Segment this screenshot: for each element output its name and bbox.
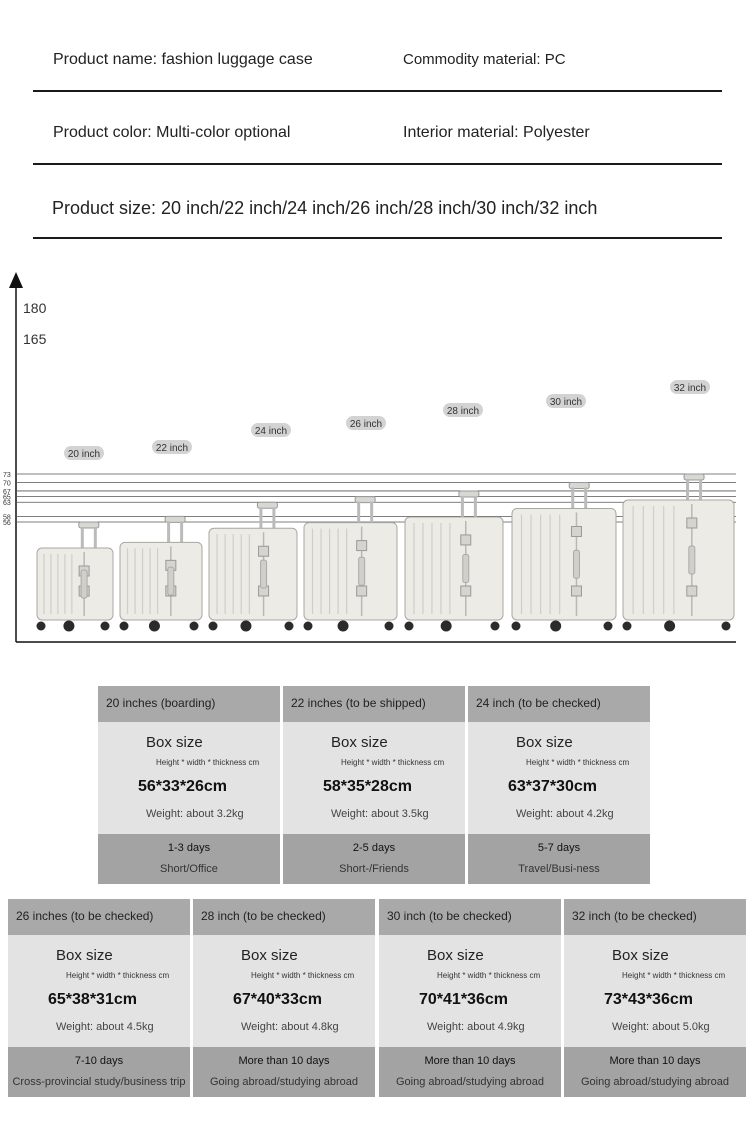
suitcase-shell: [120, 542, 202, 620]
dimensions-value: 58*35*28cm: [323, 778, 412, 795]
box-size-label: Box size: [146, 734, 203, 751]
suitcase: [623, 380, 735, 632]
card-body: [379, 935, 561, 1047]
card-header: [98, 686, 280, 722]
trip-duration: More than 10 days: [424, 1055, 516, 1067]
wheel-icon: [209, 622, 218, 631]
wheel-icon: [512, 622, 521, 631]
usage: Going abroad/studying abroad: [396, 1076, 544, 1088]
trip-duration: 5-7 days: [537, 842, 581, 854]
suitcase: [209, 423, 298, 632]
handle-rod: [584, 487, 587, 508]
box-size-label: Box size: [516, 734, 573, 751]
wheel-icon: [338, 621, 349, 632]
size-label: 20 inch: [67, 449, 101, 460]
size-card: [98, 686, 280, 884]
handle-rod: [357, 502, 360, 523]
side-handle: [463, 554, 469, 582]
card-body: [193, 935, 375, 1047]
dimensions-value: 56*33*26cm: [138, 778, 227, 795]
usage: Cross-provincial study/business trip: [12, 1076, 186, 1088]
weight: Weight: about 3.2kg: [146, 808, 244, 820]
handle-rod: [370, 502, 373, 523]
size-label: 30 inch: [549, 397, 583, 408]
card-footer: [8, 1047, 190, 1097]
handle-rod: [272, 507, 275, 528]
size-label: 22 inch: [155, 443, 189, 454]
handle-rod: [94, 527, 97, 548]
weight: Weight: about 4.9kg: [427, 1021, 525, 1033]
card-title: 30 inch (to be checked): [387, 909, 512, 923]
side-handle: [573, 550, 579, 578]
wheel-icon: [664, 621, 675, 632]
card-title: 28 inch (to be checked): [201, 909, 326, 923]
handle-rod: [571, 487, 574, 508]
box-size-label: Box size: [331, 734, 388, 751]
suitcase-shell: [209, 528, 297, 620]
size-card: [379, 899, 561, 1097]
box-size-label: Box size: [612, 947, 669, 964]
handle-rod: [461, 496, 464, 517]
latch: [687, 518, 697, 528]
size-card: [193, 899, 375, 1097]
size-label: 28 inch: [446, 406, 480, 417]
size-comparison-chart: [0, 262, 750, 652]
card-header: [468, 686, 650, 722]
card-body: [98, 722, 280, 834]
size-card: [283, 686, 465, 884]
side-handle: [261, 560, 267, 588]
side-handle: [168, 567, 174, 595]
height-line-label: 67: [3, 488, 11, 496]
suitcase: [405, 403, 504, 632]
commodity-material: Commodity material: PC: [403, 51, 566, 68]
card-body: [564, 935, 746, 1047]
wheel-icon: [101, 622, 110, 631]
card-body: [8, 935, 190, 1047]
dimensions-value: 65*38*31cm: [48, 991, 137, 1008]
wheel-icon: [623, 622, 632, 631]
wheel-icon: [120, 622, 129, 631]
card-body: [468, 722, 650, 834]
dimensions-label: Height * width * thickness cm: [437, 971, 541, 980]
card-footer: [283, 834, 465, 884]
suitcase: [304, 416, 398, 632]
latch: [687, 586, 697, 596]
usage: Short-/Friends: [339, 863, 409, 875]
weight: Weight: about 4.2kg: [516, 808, 614, 820]
dimensions-label: Height * width * thickness cm: [622, 971, 726, 980]
suitcase-shell: [304, 523, 397, 620]
trip-duration: More than 10 days: [238, 1055, 330, 1067]
usage: Going abroad/studying abroad: [581, 1076, 729, 1088]
card-title: 22 inches (to be shipped): [291, 696, 426, 710]
height-line-label: 65: [3, 494, 11, 502]
card-footer: [468, 834, 650, 884]
trip-duration: 1-3 days: [167, 842, 211, 854]
dimensions-label: Height * width * thickness cm: [341, 758, 445, 767]
card-title: 26 inches (to be checked): [16, 909, 154, 923]
divider: [33, 90, 722, 92]
handle-rod: [259, 507, 262, 528]
card-title: 20 inches (boarding): [106, 696, 216, 710]
wheel-icon: [190, 622, 199, 631]
handle-rod: [686, 479, 689, 500]
dimensions-value: 73*43*36cm: [604, 991, 693, 1008]
handle-rod: [81, 527, 84, 548]
wheel-icon: [285, 622, 294, 631]
dimensions-value: 70*41*36cm: [419, 991, 508, 1008]
card-header: [8, 899, 190, 935]
height-line-label: 70: [3, 480, 11, 488]
height-line-label: 73: [3, 472, 11, 479]
latch: [571, 586, 581, 596]
latch: [259, 546, 269, 556]
suitcase-shell: [405, 517, 503, 620]
latch: [461, 535, 471, 545]
height-line-label: 58: [3, 514, 11, 522]
usage: Travel/Busi-ness: [518, 863, 600, 875]
dimensions-label: Height * width * thickness cm: [251, 971, 355, 980]
height-line-label: 56: [3, 520, 11, 527]
y-tick-label: 180: [23, 300, 47, 316]
size-card: [564, 899, 746, 1097]
wheel-icon: [441, 621, 452, 632]
card-footer: [193, 1047, 375, 1097]
box-size-label: Box size: [427, 947, 484, 964]
card-header: [283, 686, 465, 722]
y-axis-arrow: [9, 272, 23, 288]
wheel-icon: [37, 622, 46, 631]
card-footer: [379, 1047, 561, 1097]
wheel-icon: [722, 622, 731, 631]
card-body: [283, 722, 465, 834]
handle-rod: [699, 479, 702, 500]
side-handle: [689, 546, 695, 574]
y-tick-label: 165: [23, 331, 47, 347]
size-card: [468, 686, 650, 884]
suitcase: [120, 440, 203, 632]
card-footer: [98, 834, 280, 884]
dimensions-label: Height * width * thickness cm: [66, 971, 170, 980]
side-handle: [81, 570, 87, 598]
wheel-icon: [385, 622, 394, 631]
trip-duration: More than 10 days: [609, 1055, 701, 1067]
side-handle: [359, 557, 365, 585]
dimensions-label: Height * width * thickness cm: [526, 758, 630, 767]
handle-rod: [474, 496, 477, 517]
card-header: [193, 899, 375, 935]
weight: Weight: about 5.0kg: [612, 1021, 710, 1033]
usage: Short/Office: [160, 863, 218, 875]
box-size-label: Box size: [241, 947, 298, 964]
wheel-icon: [149, 621, 160, 632]
wheel-icon: [240, 621, 251, 632]
latch: [357, 541, 367, 551]
wheel-icon: [63, 621, 74, 632]
card-title: 32 inch (to be checked): [572, 909, 697, 923]
latch: [461, 586, 471, 596]
wheel-icon: [304, 622, 313, 631]
dimensions-label: Height * width * thickness cm: [156, 758, 260, 767]
wheel-icon: [604, 622, 613, 631]
handle-rod: [167, 521, 170, 542]
latch: [357, 586, 367, 596]
trip-duration: 7-10 days: [74, 1055, 124, 1067]
usage: Going abroad/studying abroad: [210, 1076, 358, 1088]
product-color: Product color: Multi-color optional: [53, 124, 291, 141]
suitcase-shell: [623, 500, 734, 620]
size-label: 26 inch: [349, 419, 383, 430]
wheel-icon: [550, 621, 561, 632]
size-label: 24 inch: [254, 426, 288, 437]
latch: [571, 526, 581, 536]
interior-material: Interior material: Polyester: [403, 124, 590, 141]
product-size: Product size: 20 inch/22 inch/24 inch/26 inch/28 inch/30 inch/32 inch: [52, 198, 598, 218]
suitcase: [512, 394, 617, 632]
size-label: 32 inch: [673, 383, 707, 394]
card-title: 24 inch (to be checked): [476, 696, 601, 710]
box-size-label: Box size: [56, 947, 113, 964]
suitcase-shell: [512, 508, 616, 620]
trip-duration: 2-5 days: [352, 842, 396, 854]
weight: Weight: about 4.8kg: [241, 1021, 339, 1033]
height-line-label: 63: [3, 500, 11, 508]
divider: [33, 163, 722, 165]
wheel-icon: [405, 622, 414, 631]
divider: [33, 237, 722, 239]
wheel-icon: [491, 622, 500, 631]
handle-rod: [180, 521, 183, 542]
suitcase-shell: [37, 548, 113, 620]
size-card: [8, 899, 190, 1097]
weight: Weight: about 4.5kg: [56, 1021, 154, 1033]
product-name: Product name: fashion luggage case: [53, 51, 313, 68]
weight: Weight: about 3.5kg: [331, 808, 429, 820]
card-header: [379, 899, 561, 935]
card-footer: [564, 1047, 746, 1097]
card-header: [564, 899, 746, 935]
dimensions-value: 63*37*30cm: [508, 778, 597, 795]
dimensions-value: 67*40*33cm: [233, 991, 322, 1008]
